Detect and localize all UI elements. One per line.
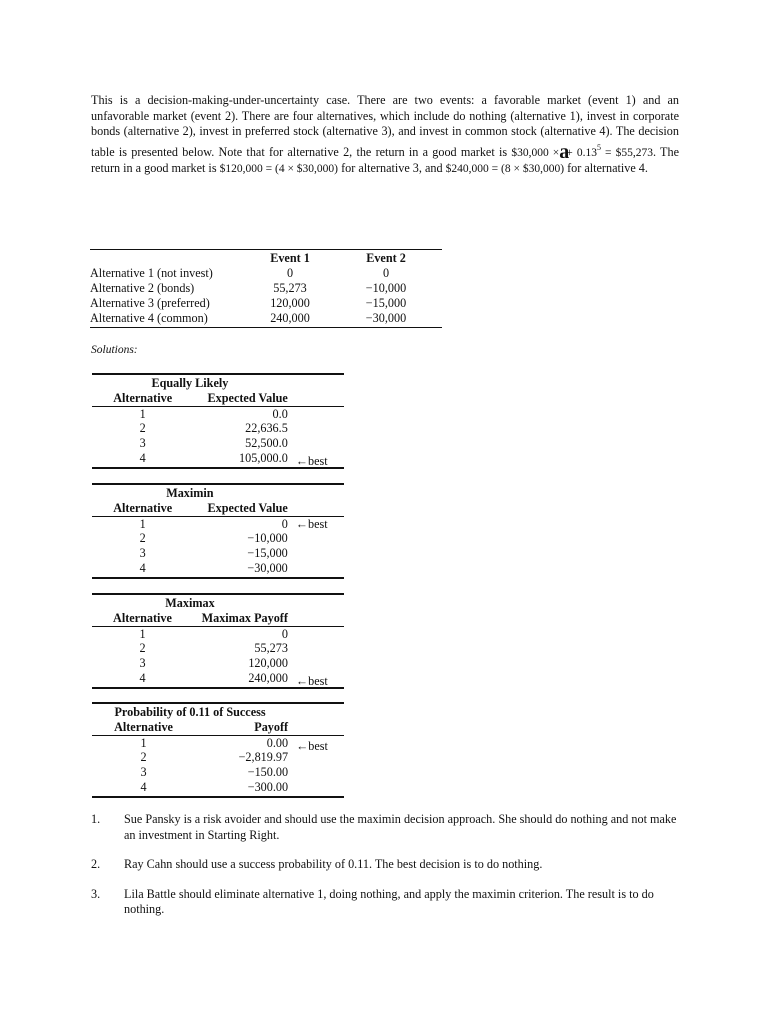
answers-list bbox=[91, 812, 681, 932]
expected-value: 22,636.5 bbox=[245, 421, 288, 436]
table-row bbox=[92, 531, 344, 546]
table-row bbox=[92, 561, 344, 578]
maximax-table bbox=[92, 593, 344, 689]
column-header-alternative: Alternative bbox=[92, 720, 195, 735]
probability-table bbox=[92, 702, 344, 798]
alternative-number: 1 bbox=[140, 735, 147, 750]
equation-1-part-a: $30,000 × bbox=[511, 146, 560, 159]
list-item bbox=[91, 812, 681, 843]
intro-text-3: for alternative 3, and bbox=[338, 161, 446, 175]
expected-value: −15,000 bbox=[247, 546, 288, 561]
alternative-number: 2 bbox=[139, 421, 146, 436]
payoff-value: −2,819.97 bbox=[238, 750, 289, 765]
best-marker: ←best bbox=[288, 674, 344, 691]
table-row bbox=[92, 451, 344, 468]
best-marker bbox=[288, 546, 344, 561]
alternative-number: 3 bbox=[140, 765, 147, 780]
intro-text-4: for alternative 4. bbox=[564, 161, 648, 175]
best-marker bbox=[288, 656, 344, 671]
event-2-value: −15,000 bbox=[365, 296, 407, 310]
best-marker bbox=[288, 765, 344, 780]
table-title: Maximax bbox=[92, 594, 288, 611]
item-text: Sue Pansky is a risk avoider and should use the maximin decision approach. She should do nothing and not make an investment in Starting Right. bbox=[124, 812, 677, 842]
maximin-table bbox=[92, 483, 344, 579]
header-event-1: Event 1 bbox=[250, 250, 330, 267]
alternative-number: 2 bbox=[139, 531, 146, 546]
alternative-number: 1 bbox=[139, 516, 146, 531]
best-marker bbox=[288, 780, 344, 797]
equation-1-part-b: + 0.13 bbox=[566, 146, 597, 159]
alternative-number: 3 bbox=[139, 546, 146, 561]
alternative-label: Alternative 3 (preferred) bbox=[90, 296, 210, 310]
equation-1-glyph: a bbox=[559, 140, 567, 163]
event-1-value: 240,000 bbox=[250, 311, 330, 328]
header-blank bbox=[90, 250, 250, 267]
column-header-value: Expected Value bbox=[193, 391, 287, 406]
list-item bbox=[91, 857, 681, 873]
column-header-value: Maximax Payoff bbox=[193, 611, 288, 626]
alternative-number: 3 bbox=[139, 436, 146, 451]
alternative-number: 2 bbox=[140, 750, 147, 765]
payoff-value: −300.00 bbox=[195, 780, 288, 797]
alternative-number: 4 bbox=[92, 451, 193, 468]
alternative-label: Alternative 1 (not invest) bbox=[90, 266, 213, 280]
alternative-number: 4 bbox=[92, 671, 193, 688]
best-marker bbox=[288, 406, 344, 421]
table-row bbox=[92, 765, 344, 780]
event-1-value: 120,000 bbox=[270, 296, 310, 310]
table-row bbox=[92, 421, 344, 436]
alternative-number: 1 bbox=[139, 626, 146, 641]
header-event-2: Event 2 bbox=[330, 250, 442, 267]
table-row bbox=[92, 656, 344, 671]
best-marker bbox=[288, 626, 344, 641]
intro-text-2: . The return in a good market is bbox=[91, 144, 679, 175]
item-number: 1. bbox=[91, 812, 101, 826]
event-1-value: 0 bbox=[286, 266, 294, 280]
payoff-value: 0 bbox=[281, 626, 288, 641]
equation-1 bbox=[511, 140, 653, 163]
equation-1-part-c: = $55,273 bbox=[600, 146, 653, 159]
table-row bbox=[92, 671, 344, 688]
table-row bbox=[90, 311, 442, 328]
best-marker: ←best bbox=[295, 516, 328, 531]
table-row bbox=[92, 780, 344, 797]
column-header-alternative: Alternative bbox=[92, 501, 193, 516]
column-header-alternative: Alternative bbox=[92, 611, 193, 626]
table-row bbox=[90, 281, 442, 296]
event-1-value: 55,273 bbox=[273, 281, 307, 295]
event-2-value: 0 bbox=[382, 266, 390, 280]
payoff-value: 0.00 bbox=[266, 735, 289, 750]
column-header-value: Payoff bbox=[195, 720, 288, 735]
table-row bbox=[92, 735, 344, 750]
best-marker bbox=[288, 531, 344, 546]
alternative-number: 4 bbox=[92, 561, 193, 578]
table-title: Equally Likely bbox=[92, 374, 288, 391]
table-row bbox=[92, 436, 344, 451]
intro-paragraph bbox=[91, 93, 679, 178]
expected-value: 52,500.0 bbox=[245, 436, 288, 451]
item-number: 2. bbox=[91, 857, 101, 871]
expected-value: 0 bbox=[281, 516, 288, 531]
alternative-number: 1 bbox=[139, 406, 146, 421]
best-marker: ←best bbox=[288, 454, 344, 471]
expected-value: 105,000.0 bbox=[193, 451, 287, 468]
best-marker bbox=[288, 421, 344, 436]
table-row bbox=[90, 296, 442, 311]
table-row bbox=[92, 626, 344, 641]
item-text: Lila Battle should eliminate alternative 1, doing nothing, and apply the maximin criterion. The result is to do nothing. bbox=[124, 886, 654, 916]
payoff-value: 120,000 bbox=[248, 656, 288, 671]
event-2-value: −10,000 bbox=[365, 281, 407, 295]
equation-2: $120,000 = (4 × $30,000) bbox=[219, 163, 339, 175]
best-marker bbox=[288, 641, 344, 656]
expected-value: −30,000 bbox=[193, 561, 287, 578]
table-row bbox=[92, 516, 344, 531]
item-text: Ray Cahn should use a success probability of 0.11. The best decision is to do nothing. bbox=[124, 857, 543, 871]
column-header-alternative: Alternative bbox=[92, 391, 193, 406]
best-marker: ←best bbox=[296, 738, 328, 753]
best-marker bbox=[288, 561, 344, 578]
equally-likely-table bbox=[92, 373, 344, 469]
intro-text-1: This is a decision-making-under-uncertainty case. There are two events: a favorable market (event 1) and an unfavorable market (event 2). There are four alternatives, which include do nothing (alternative 1), invest in corporate bonds (alternative 2), invest in preferred stock (alternative 3), and invest in common stock (alternative 4). The decision table is presented below. Note that for alternative 2, the return in a good market is bbox=[91, 93, 679, 159]
table-row bbox=[92, 406, 344, 421]
alternative-number: 4 bbox=[92, 780, 195, 797]
best-marker bbox=[288, 436, 344, 451]
expected-value: 0.0 bbox=[272, 406, 288, 421]
column-header-value: Expected Value bbox=[193, 501, 287, 516]
payoff-value: −150.00 bbox=[247, 765, 289, 780]
event-2-value: −30,000 bbox=[330, 311, 442, 328]
alternative-label: Alternative 2 (bonds) bbox=[90, 281, 195, 295]
table-row bbox=[92, 546, 344, 561]
table-row bbox=[92, 641, 344, 656]
equation-3: $240,000 = (8 × $30,000) bbox=[445, 163, 565, 175]
alternative-number: 3 bbox=[139, 656, 146, 671]
table-title: Maximin bbox=[92, 484, 288, 501]
alternative-label: Alternative 4 (common) bbox=[90, 311, 250, 328]
alternative-number: 2 bbox=[139, 641, 146, 656]
table-row bbox=[90, 266, 442, 281]
decision-table-header bbox=[90, 250, 442, 267]
expected-value: −10,000 bbox=[247, 531, 288, 546]
payoff-value: 240,000 bbox=[193, 671, 288, 688]
decision-table bbox=[90, 249, 442, 328]
equation-1-exponent: 5 bbox=[596, 142, 601, 152]
payoff-value: 55,273 bbox=[254, 641, 288, 656]
solutions-label: Solutions: bbox=[91, 344, 138, 356]
list-item bbox=[91, 887, 681, 918]
item-number: 3. bbox=[91, 886, 101, 901]
table-title: Probability of 0.11 of Success bbox=[92, 703, 288, 720]
